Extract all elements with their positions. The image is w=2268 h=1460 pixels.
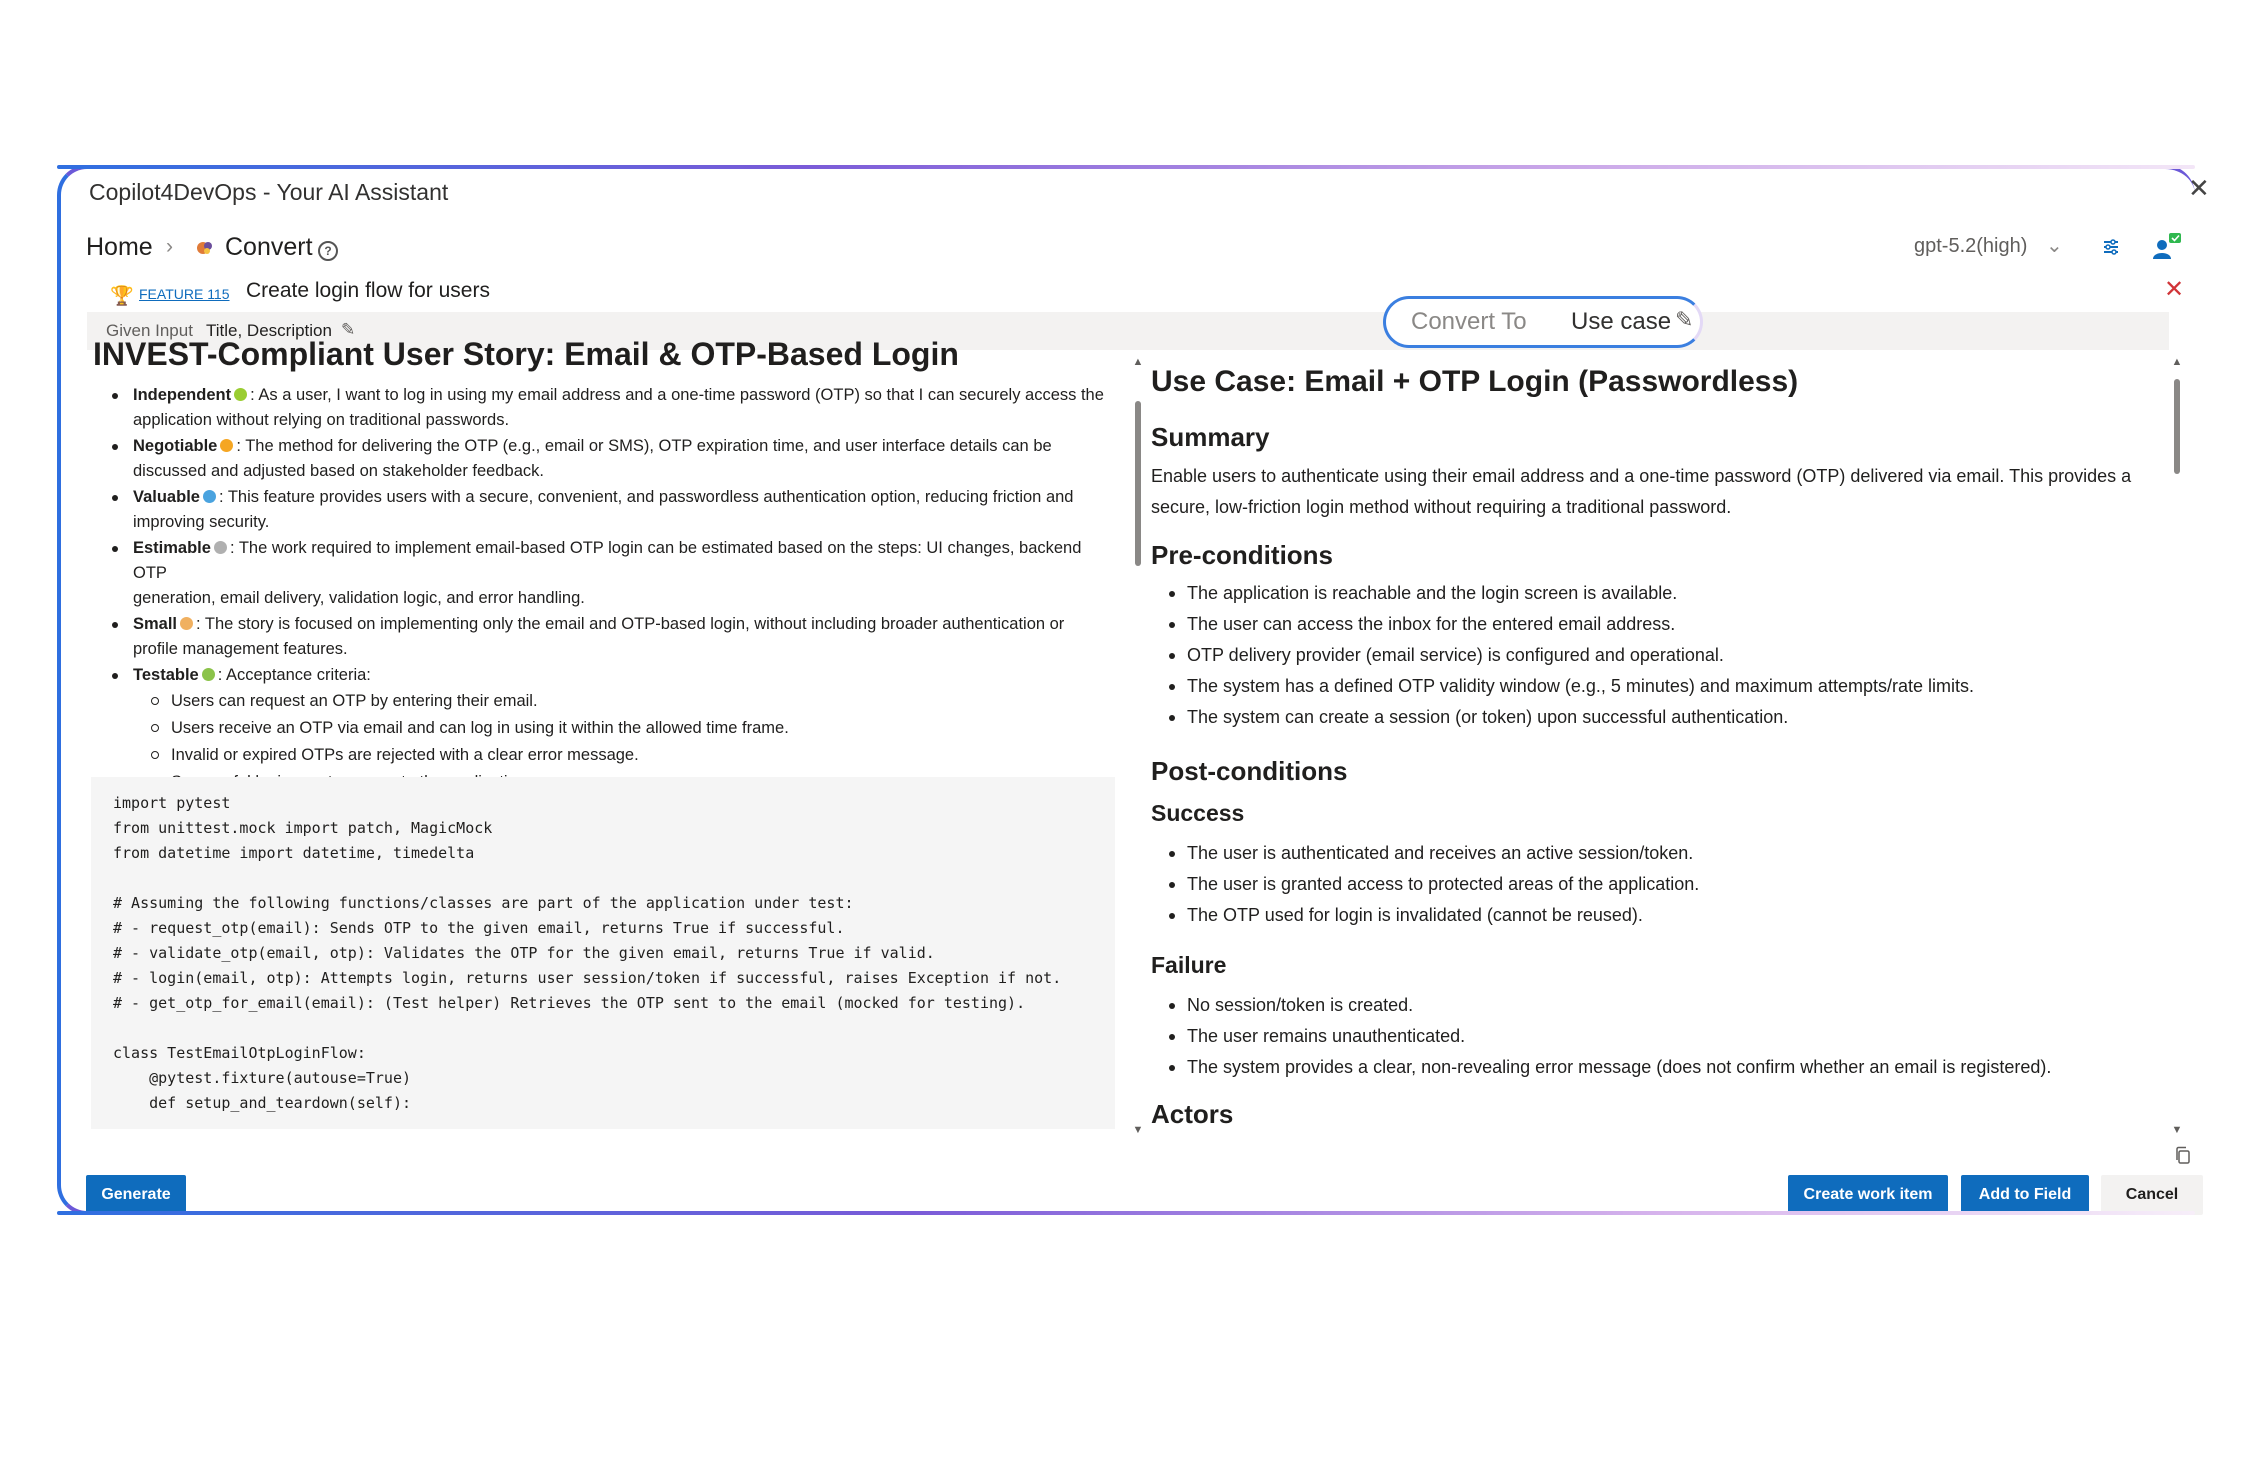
assistant-dialog bbox=[57, 165, 2210, 1215]
trophy-icon: 🏆 bbox=[110, 286, 134, 307]
help-icon[interactable]: ? bbox=[318, 241, 338, 261]
seedling-emoji-icon bbox=[234, 388, 247, 401]
scroll-up-icon[interactable]: ▲ bbox=[1132, 356, 1144, 368]
list-item: Small : The story is focused on implementing only the email and OTP-based login, without including broader authentication or profile management features. bbox=[133, 612, 1117, 662]
create-work-item-button[interactable]: Create work item bbox=[1788, 1175, 1948, 1215]
list-item: OTP delivery provider (email service) is configured and operational. bbox=[1187, 640, 1974, 671]
scroll-thumb[interactable] bbox=[1135, 401, 1141, 566]
add-to-field-button[interactable]: Add to Field bbox=[1961, 1175, 2089, 1215]
clear-icon[interactable]: ✕ bbox=[2164, 276, 2185, 303]
list-item: No session/token is created. bbox=[1187, 990, 2051, 1021]
list-item: The system has a defined OTP validity window (e.g., 5 minutes) and maximum attempts/rate limits. bbox=[1187, 671, 1974, 702]
source-heading: INVEST-Compliant User Story: Email & OTP-Based Login bbox=[93, 336, 959, 372]
source-content-panel bbox=[87, 336, 1117, 1129]
copy-icon[interactable] bbox=[2174, 1146, 2192, 1166]
handshake-emoji-icon bbox=[220, 439, 233, 452]
generate-button[interactable]: Generate bbox=[86, 1175, 186, 1215]
code-line: from datetime import datetime, timedelta bbox=[113, 844, 475, 862]
code-line: class TestEmailOtpLoginFlow: bbox=[113, 1044, 366, 1062]
failure-list bbox=[1145, 990, 2051, 1083]
breadcrumb-home[interactable]: Home bbox=[86, 233, 153, 261]
code-block bbox=[91, 777, 1115, 1129]
list-item: The user is granted access to protected areas of the application. bbox=[1187, 869, 1699, 900]
ruler-emoji-icon bbox=[214, 541, 227, 554]
postconditions-heading: Post-conditions bbox=[1151, 756, 1348, 786]
edit-icon[interactable]: ✎ bbox=[341, 320, 356, 339]
criteria-item: Users can request an OTP by entering their email. bbox=[171, 688, 1107, 715]
success-list bbox=[1145, 838, 1699, 931]
code-line: @pytest.fixture(autouse=True) bbox=[113, 1069, 412, 1087]
criteria-item: Users receive an OTP via email and can log in using it within the allowed time frame. bbox=[171, 715, 1107, 742]
list-item: The system provides a clear, non-revealing error message (does not confirm whether an email is registered). bbox=[1187, 1052, 2051, 1083]
list-item: Testable : Acceptance criteria: Users can request an OTP by entering their email. Users receive an OTP via email and can log in using it within the allowed time frame. Invalid or expired OTPs are rejected with a clear error message. bbox=[133, 663, 1117, 796]
summary-heading: Summary bbox=[1151, 422, 1270, 452]
failure-heading: Failure bbox=[1151, 952, 1227, 978]
list-item: The user can access the inbox for the entered email address. bbox=[1187, 609, 1974, 640]
code-line: # - request_otp(email): Sends OTP to the given email, returns True if successful. bbox=[113, 919, 845, 937]
settings-sliders-icon[interactable] bbox=[2101, 237, 2121, 257]
dialog-top-border bbox=[57, 165, 2195, 169]
list-item: Independent : As a user, I want to log in using my email address and a one-time password (OTP) so that I can securely access the application without relying on traditional passwords. bbox=[133, 383, 1117, 433]
scroll-down-icon[interactable]: ▼ bbox=[1132, 1124, 1144, 1136]
chevron-right-icon: › bbox=[166, 235, 173, 258]
scroll-thumb[interactable] bbox=[2174, 379, 2180, 474]
right-scrollbar[interactable] bbox=[2171, 356, 2183, 1136]
list-item: Negotiable : The method for delivering the OTP (e.g., email or SMS), OTP expiration time, and user interface details can be discussed and adjusted based on stakeholder feedback. bbox=[133, 434, 1117, 484]
list-item: The OTP used for login is invalidated (cannot be reused). bbox=[1187, 900, 1699, 931]
cupcake-emoji-icon bbox=[180, 617, 193, 630]
cancel-button[interactable]: Cancel bbox=[2101, 1175, 2203, 1215]
preconditions-list bbox=[1145, 578, 1974, 733]
convert-icon bbox=[196, 239, 214, 257]
scroll-up-icon[interactable]: ▲ bbox=[2171, 356, 2183, 368]
invest-list bbox=[87, 383, 1117, 797]
model-select[interactable]: gpt-5.2(high) bbox=[1914, 235, 2028, 257]
breadcrumb-current: Convert bbox=[225, 233, 313, 261]
code-line: # - get_otp_for_email(email): (Test helper) Retrieves the OTP sent to the email (mocked for testing). bbox=[113, 994, 1026, 1012]
scroll-down-icon[interactable]: ▼ bbox=[2171, 1124, 2183, 1136]
dialog-title: Copilot4DevOps - Your AI Assistant bbox=[89, 179, 449, 205]
criteria-item: Invalid or expired OTPs are rejected with a clear error message. bbox=[171, 742, 1107, 769]
use-case-title: Use Case: Email + OTP Login (Passwordless) bbox=[1151, 365, 1799, 398]
gem-emoji-icon bbox=[203, 490, 216, 503]
success-heading: Success bbox=[1151, 800, 1245, 826]
left-scrollbar[interactable] bbox=[1132, 356, 1144, 1136]
work-item-link[interactable]: FEATURE 115 bbox=[139, 286, 230, 302]
list-item: Valuable : This feature provides users with a secure, convenient, and passwordless authentication option, reducing friction and improving security. bbox=[133, 485, 1117, 535]
list-item: The user remains unauthenticated. bbox=[1187, 1021, 2051, 1052]
list-item: The system can create a session (or token) upon successful authentication. bbox=[1187, 702, 1974, 733]
code-line: # - login(email, otp): Attempts login, returns user session/token if successful, raises Exception if not. bbox=[113, 969, 1062, 987]
list-item: The application is reachable and the login screen is available. bbox=[1187, 578, 1974, 609]
code-line: import pytest bbox=[113, 794, 231, 812]
summary-text: Enable users to authenticate using their email address and a one-time password (OTP) delivered via email. This provides a secure, low-friction login method without requiring a traditional password. bbox=[1151, 466, 2132, 517]
dialog-bottom-border bbox=[57, 1211, 2195, 1215]
user-status-icon[interactable] bbox=[2150, 231, 2182, 263]
chevron-down-icon[interactable]: ⌄ bbox=[2046, 235, 2063, 257]
given-input-value: Title, Description bbox=[206, 321, 332, 340]
code-line: def setup_and_teardown(self): bbox=[113, 1094, 412, 1112]
test-tube-emoji-icon bbox=[202, 668, 215, 681]
list-item: Estimable : The work required to implement email-based OTP login can be estimated based on the steps: UI changes, backend OTP generation, email delivery, validation logic, and error handling. bbox=[133, 536, 1117, 611]
work-item-title: Create login flow for users bbox=[246, 279, 490, 302]
list-item: The user is authenticated and receives an active session/token. bbox=[1187, 838, 1699, 869]
actors-heading: Actors bbox=[1151, 1099, 1234, 1129]
code-line: # - validate_otp(email, otp): Validates the OTP for the given email, returns True if valid. bbox=[113, 944, 935, 962]
converted-content-panel bbox=[1145, 356, 2169, 1136]
code-line: from unittest.mock import patch, MagicMock bbox=[113, 819, 493, 837]
close-icon[interactable]: ✕ bbox=[2188, 173, 2210, 203]
convert-to-value[interactable]: Use case bbox=[1571, 308, 1672, 335]
given-input-label: Given Input bbox=[106, 321, 193, 340]
preconditions-heading: Pre-conditions bbox=[1151, 540, 1334, 570]
code-line: # Assuming the following functions/classes are part of the application under test: bbox=[113, 894, 854, 912]
convert-to-label: Convert To bbox=[1411, 308, 1527, 335]
edit-icon[interactable]: ✎ bbox=[1675, 307, 1694, 332]
